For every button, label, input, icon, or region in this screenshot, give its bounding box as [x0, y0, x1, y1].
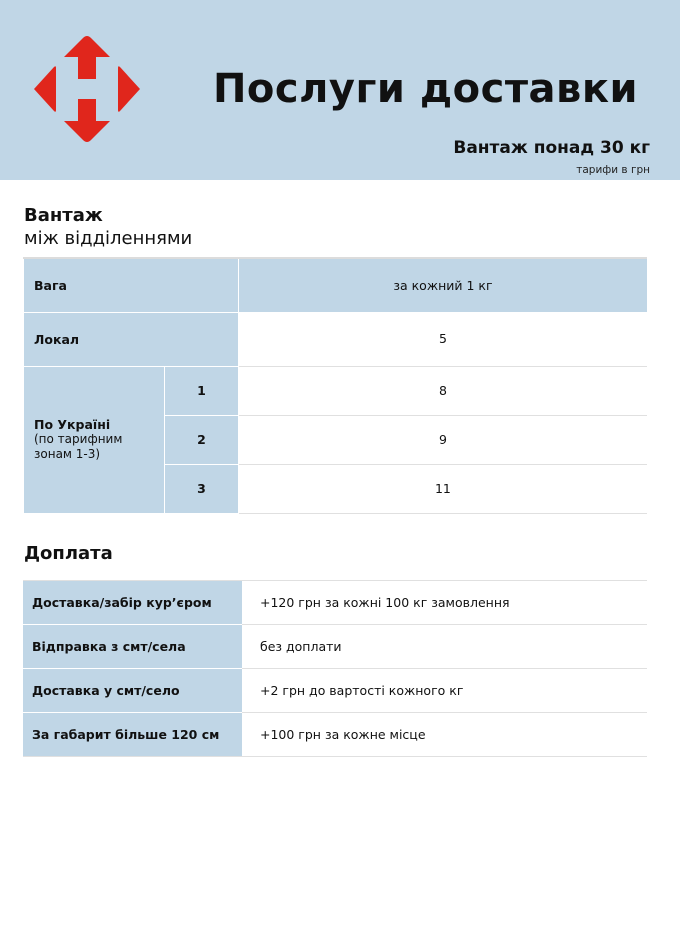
section-title-surcharge: Доплата — [24, 543, 113, 564]
currency-note: тарифи в грн — [576, 164, 650, 176]
table-row — [23, 713, 647, 757]
cargo-rates-table — [23, 257, 647, 514]
table-row — [23, 625, 647, 669]
nova-poshta-logo-icon — [32, 34, 142, 144]
surcharge-value: +2 грн до вартості кожного кг — [242, 669, 647, 713]
surcharge-label: Доставка/забір кур’єром — [23, 581, 242, 625]
surcharge-value: без доплати — [242, 625, 647, 669]
zone-value: 8 — [238, 366, 647, 415]
surcharge-value: +100 грн за кожне місце — [242, 713, 647, 757]
table-row — [23, 669, 647, 713]
local-label: Локал — [24, 312, 239, 366]
ukraine-label-cell — [24, 366, 165, 513]
section-title-cargo: Вантаж — [24, 205, 103, 226]
surcharge-label: Доставка у смт/село — [23, 669, 242, 713]
page-title: Послуги доставки — [212, 66, 638, 112]
table-row — [23, 581, 647, 625]
header-per-kg-label: за кожний 1 кг — [238, 258, 647, 312]
page-subtitle: Вантаж понад 30 кг — [453, 138, 650, 158]
table-row — [24, 366, 648, 415]
zone-value: 11 — [238, 464, 647, 513]
surcharge-value: +120 грн за кожні 100 кг замовлення — [242, 581, 647, 625]
table-row — [24, 312, 648, 366]
surcharge-table — [23, 580, 647, 757]
surcharge-label: Відправка з смт/села — [23, 625, 242, 669]
header-banner — [0, 0, 680, 180]
section-subtitle-cargo: між відділеннями — [24, 228, 193, 249]
ukraine-label: По Україні — [34, 417, 111, 432]
local-value: 5 — [238, 312, 647, 366]
zone-label: 3 — [164, 464, 238, 513]
zone-label: 2 — [164, 415, 238, 464]
zone-label: 1 — [164, 366, 238, 415]
header-weight-label: Вага — [24, 258, 239, 312]
ukraine-sublabel: (по тарифним зонам 1-3) — [34, 432, 123, 461]
surcharge-label: За габарит більше 120 см — [23, 713, 242, 757]
table-header-row — [24, 258, 648, 312]
zone-value: 9 — [238, 415, 647, 464]
